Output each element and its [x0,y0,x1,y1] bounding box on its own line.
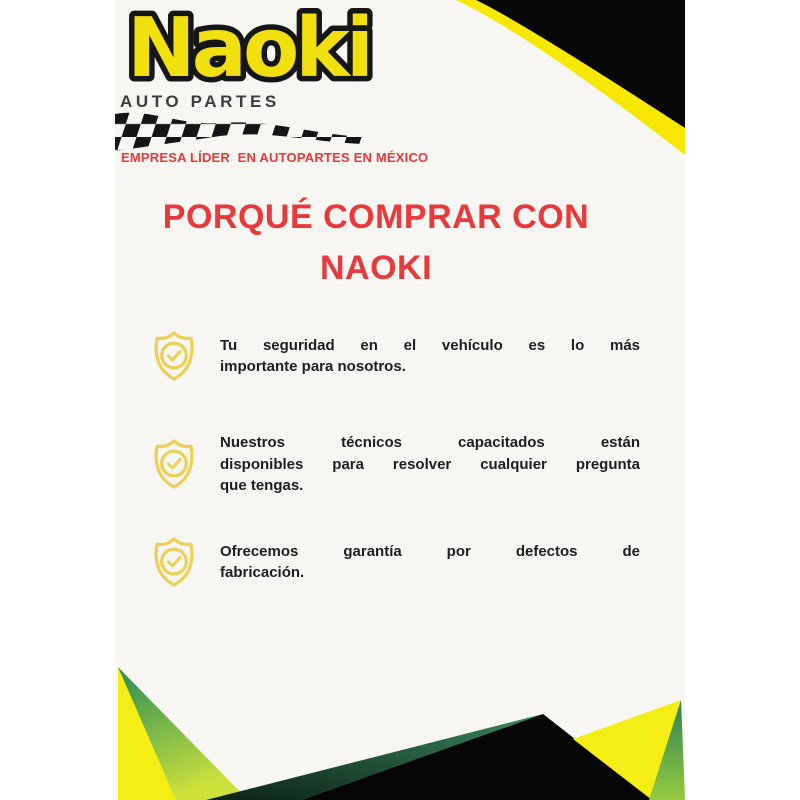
benefit-text-line: importante para nosotros. [220,358,406,375]
shield-check-icon [146,436,202,492]
benefit-text-line: Ofrecemos garantía por defectos de [220,542,640,560]
benefit-text-line: fabricación. [220,564,305,581]
bottom-triangles-decoration [115,600,685,800]
flyer [115,0,685,800]
brand-logo-text: Naoki [127,1,370,96]
benefit-text [220,541,640,584]
benefit-row [146,328,646,384]
benefit-text-line: que tengas. [220,477,304,494]
page-title: PORQUÉ COMPRAR CON NAOKI [162,198,590,287]
benefit-row [146,534,646,590]
benefit-text [220,432,640,497]
brand-tagline: EMPRESA LÍDER EN AUTOPARTES EN MÉXICO [121,150,429,165]
benefit-text [220,335,640,378]
benefit-text-line: Tu seguridad en el vehículo es lo más [220,336,640,354]
benefit-text-line: disponibles para resolver cualquier pregunta [220,455,640,473]
brand-subtitle: AUTO PARTES [120,92,280,111]
benefit-row [146,432,646,497]
brand-logo [121,0,381,98]
shield-check-icon [146,534,202,590]
shield-check-icon [146,328,202,384]
checkered-flag-icon [115,111,367,153]
benefit-text-line: Nuestros técnicos capacitados están [220,434,640,451]
